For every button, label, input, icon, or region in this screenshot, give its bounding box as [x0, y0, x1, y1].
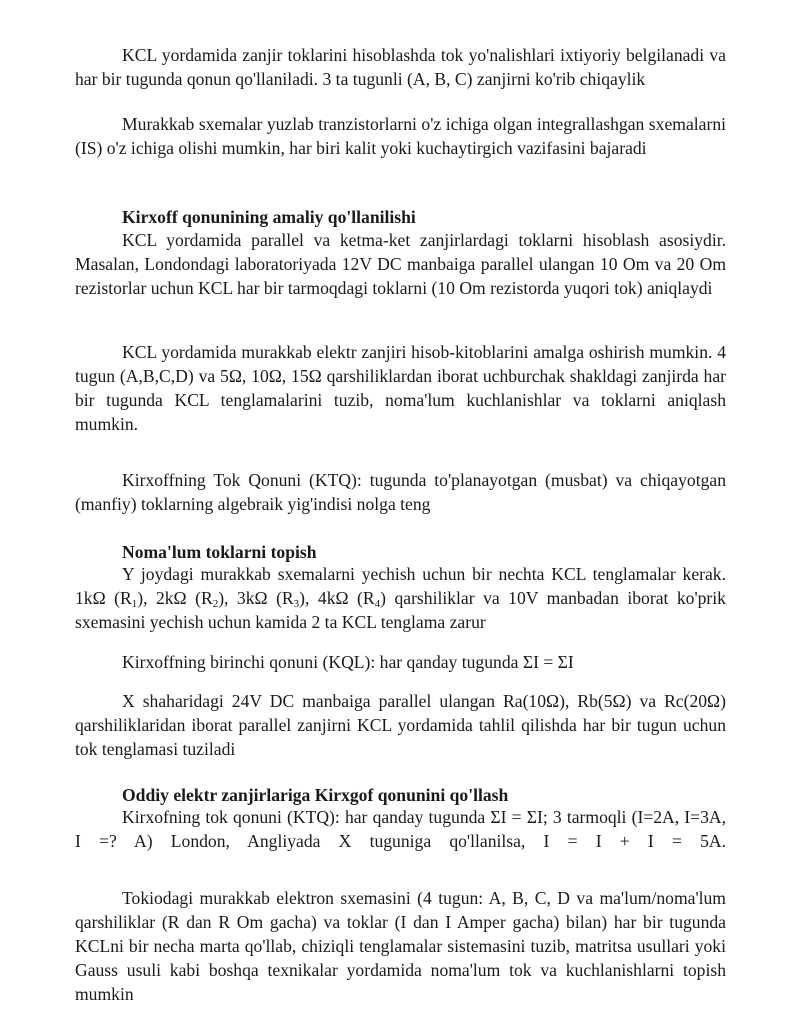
paragraph-three-branch: Kirxofning tok qonuni (KTQ): har qanday tugunda ΣI = ΣI; 3 tarmoqli (I=2A, I=3A, I =? A) London, Angliyada X tuguniga qo'llanilsa, I = I + I = 5A.	[75, 807, 726, 851]
heading-practical-application: Kirxoff qonunining amaliy qo'llanilishi	[122, 207, 416, 227]
paragraph-parallel-24v: X shaharidagi 24V DC manbaiga parallel ulangan Ra(10Ω), Rb(5Ω) va Rc(20Ω) qarshiliklaridan iborat parallel zanjirni KCL yordamida tahlil qilishda har bir tugun uchun tok tenglamasi tuziladi	[75, 691, 726, 759]
paragraph-complex-circuits: Murakkab sxemalar yuzlab tranzistorlarni o'z ichiga olgan integrallashgan sxemalarni (IS) o'z ichiga olishi mumkin, har biri kalit yoki kuchaytirgich vazifasini bajaradi	[75, 114, 726, 158]
paragraph-kcl-direction: KCL yordamida zanjir toklarini hisoblashda tok yo'nalishlari ixtiyoriy belgilanadi va har bir tugunda qonun qo'llaniladi. 3 ta tugunli (A, B, C) zanjirni ko'rib chiqaylik	[75, 45, 726, 89]
paragraph-four-node-circuit: KCL yordamida murakkab elektr zanjiri hisob-kitoblarini amalga oshirish mumkin. 4 tugun (A,B,C,D) va 5Ω, 10Ω, 15Ω qarshiliklardan iborat uchburchak shakldagi zanjirda har bir tugunda KCL tenglamalarini tuzib, noma'lum kuchlanishlar va toklarni aniqlash mumkin.	[75, 342, 726, 434]
paragraph-parallel-series: KCL yordamida parallel va ketma-ket zanjirlardagi toklarni hisoblash asosiydir. Masalan, Londondagi laboratoriyada 12V DC manbaiga parallel ulangan 10 Om va 20 Om rezistorlar uchun KCL har bir tarmoqdagi toklarni (10 Om rezistorda yuqori tok) aniqlaydi	[75, 230, 726, 298]
heading-unknown-currents: Noma'lum toklarni topish	[122, 542, 317, 562]
paragraph-first-law: Kirxoffning birinchi qonuni (KQL): har qanday tugunda ΣI = ΣI	[122, 652, 574, 672]
heading-simple-circuits: Oddiy elektr zanjirlariga Kirxgof qonunini qo'llash	[122, 785, 509, 805]
paragraph-ktq-definition: Kirxoffning Tok Qonuni (KTQ): tugunda to'planayotgan (musbat) va chiqayotgan (manfiy) toklarning algebraik yig'indisi nolga teng	[75, 470, 726, 514]
paragraph-tokyo-circuit: Tokiodagi murakkab elektron sxemasini (4 tugun: A, B, C, D va ma'lum/noma'lum qarshiliklar (R dan R Om gacha) va toklar (I dan I Amper gacha) bilan) har bir tugunda KCLni bir necha marta qo'llab, chiziqli tenglamalar sistemasini tuzib, matritsa usullari yoki Gauss usuli kabi boshqa texnikalar yordamida noma'lum tok va kuchlanishlarni topish mumkin	[75, 888, 726, 1004]
paragraph-bridge-circuit: Y joydagi murakkab sxemalarni yechish uchun bir nechta KCL tenglamalar kerak. 1kΩ $(R_1)$, 2kΩ $(R_2)$, 3kΩ $(R_3)$, 4kΩ $(R_4)$ qarshiliklar va 10V manbadan iborat ko'prik sxemasini yechish uchun kamida 2 ta KCL tenglama zarur	[75, 564, 726, 632]
